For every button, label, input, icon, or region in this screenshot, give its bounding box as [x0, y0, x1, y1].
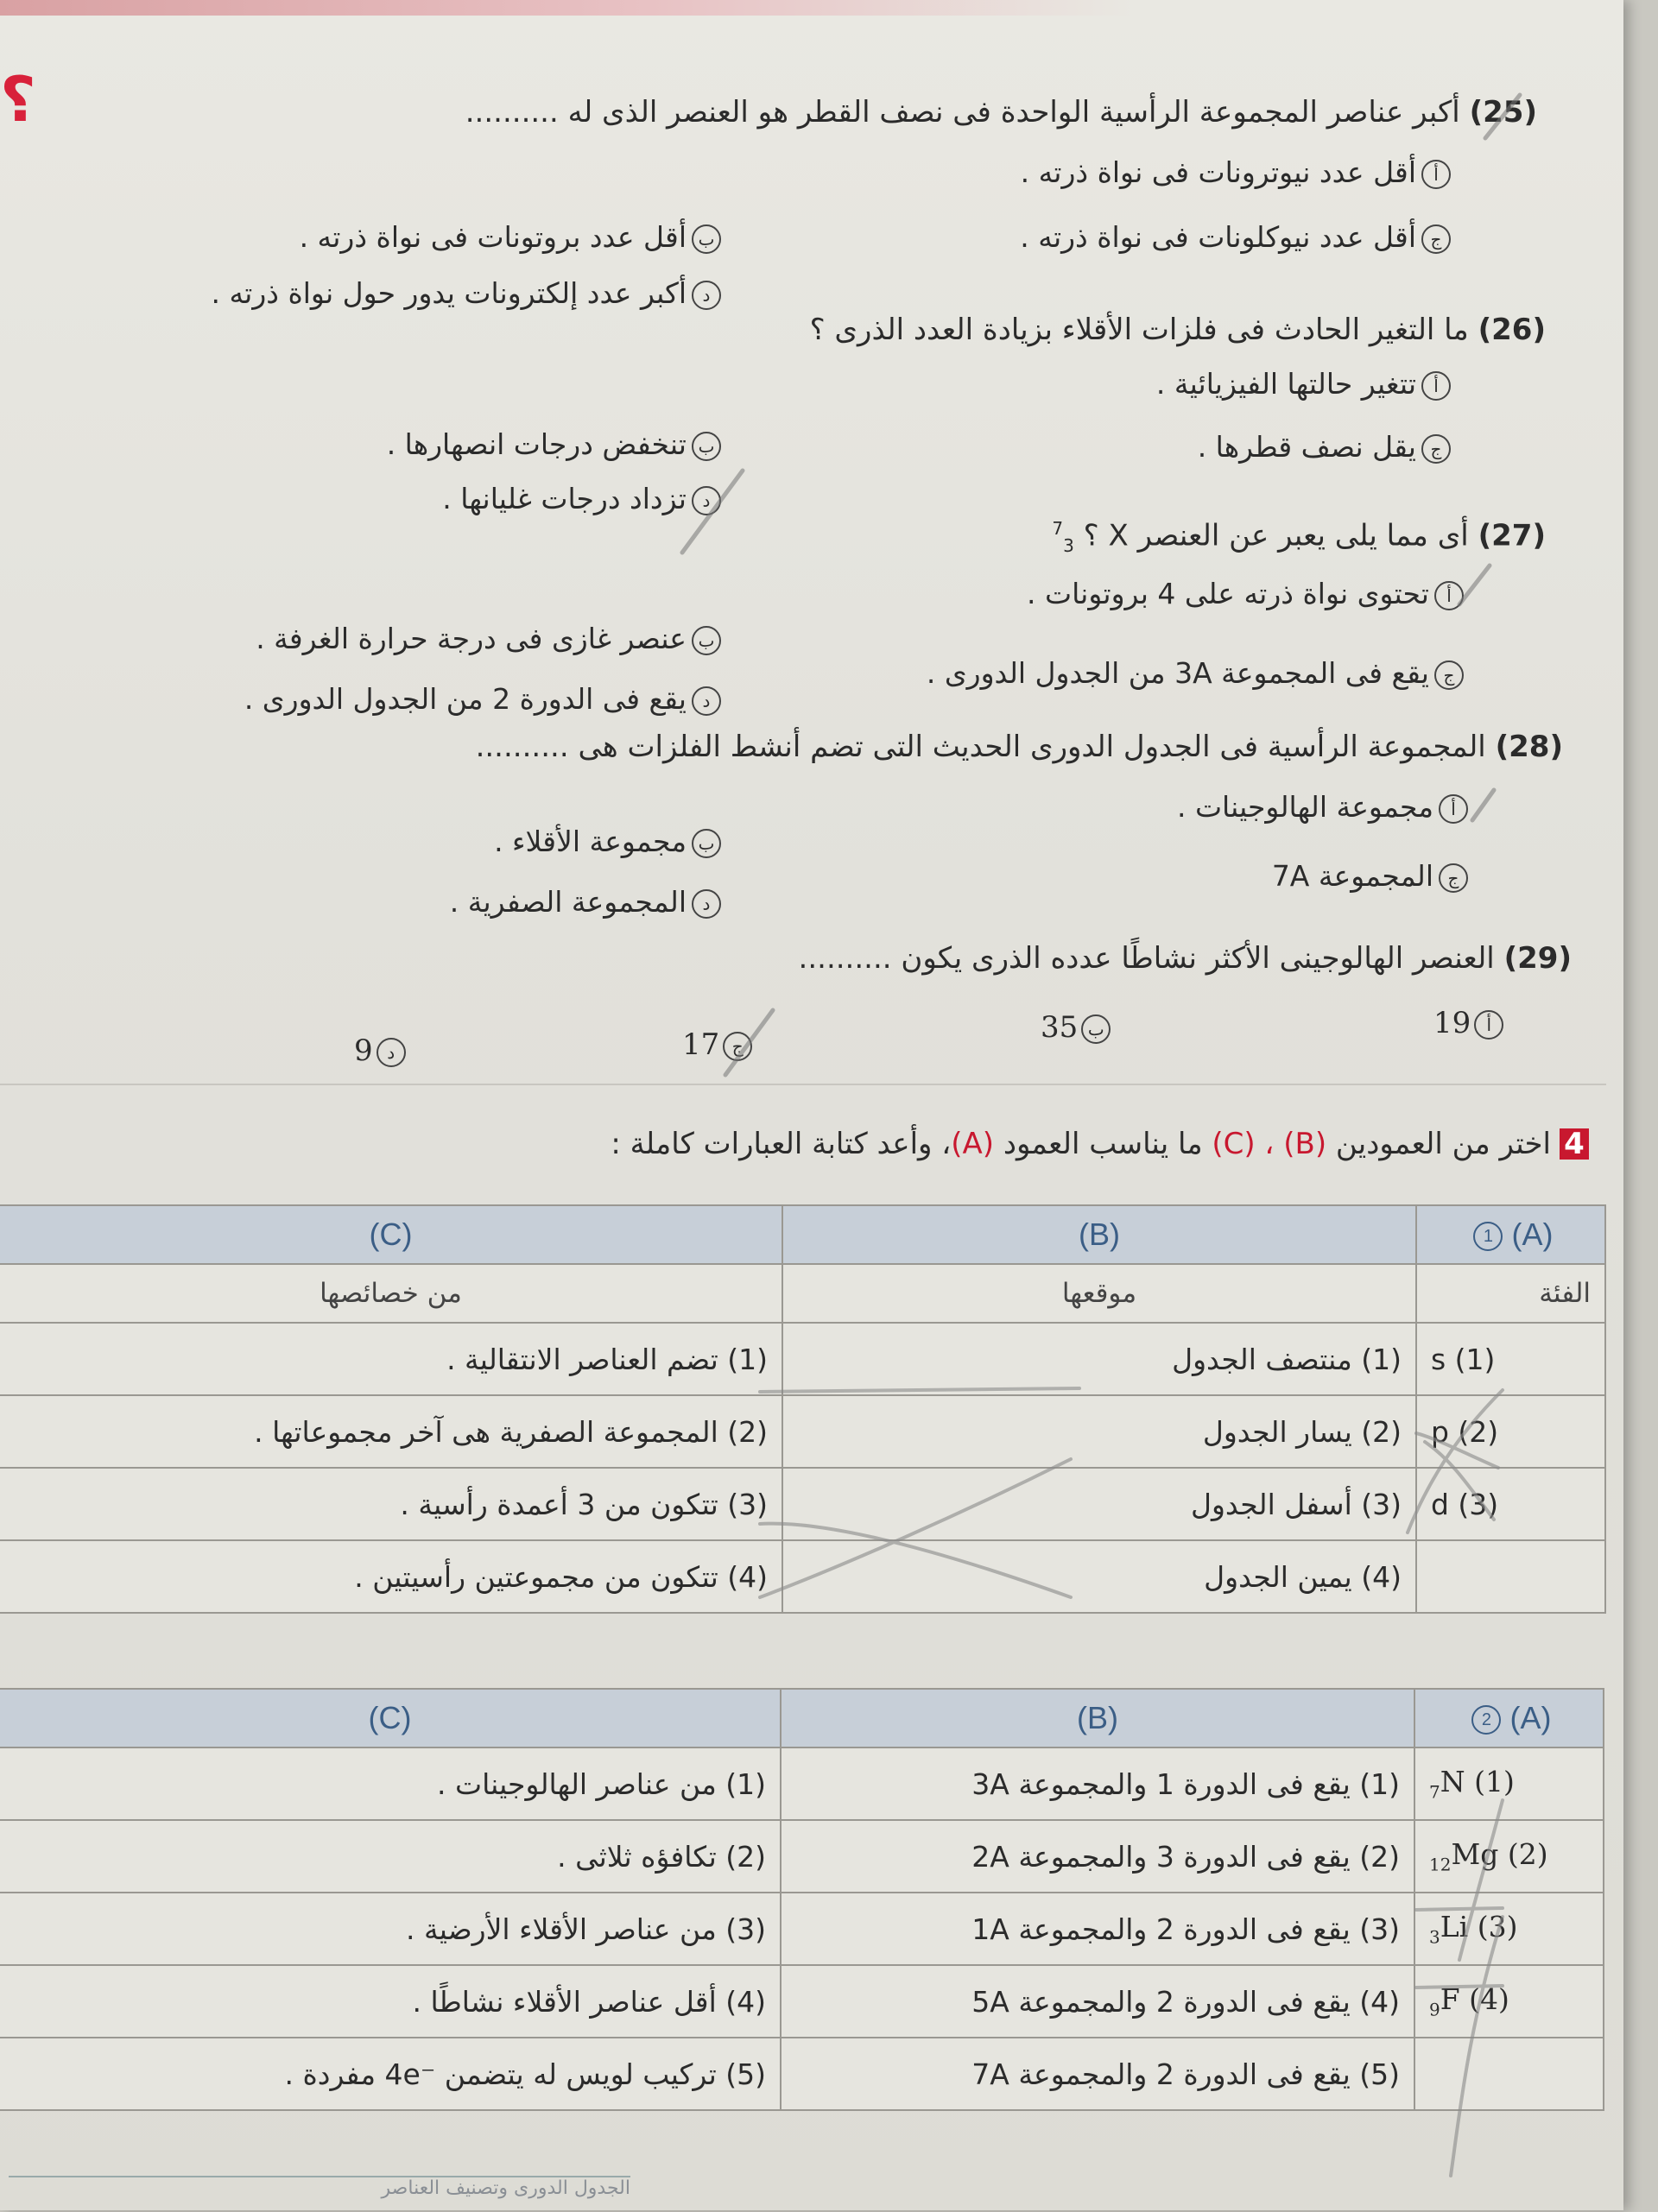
option-text: تحتوى نواة ذرته على 4 بروتونات . — [1027, 577, 1429, 610]
atomic-number: 3 — [1429, 1926, 1440, 1948]
pencil-line-t1-f — [760, 1524, 1071, 1597]
heading-column-a: (A) — [951, 1127, 995, 1161]
option-text: أقل عدد نيوكلونات فى نواة ذرته . — [1020, 220, 1416, 254]
option-text: أقل عدد بروتونات فى نواة ذرته . — [299, 220, 687, 254]
question-stem: ما التغير الحادث فى فلزات الأقلاء بزيادة العدد الذرى ؟ — [809, 313, 1469, 347]
table1-subheader-a: الفئة — [1416, 1264, 1605, 1323]
option-text: تزداد درجات غليانها . — [442, 482, 687, 515]
element-symbol: N — [1440, 1765, 1465, 1799]
table1-subheader-b: موقعها — [782, 1264, 1416, 1323]
table1-b-2: (2) يسار الجدول — [782, 1395, 1416, 1468]
heading-columns: (B) ، (C) — [1212, 1127, 1327, 1161]
table2-b-4: (4) يقع فى الدورة 2 والمجموعة 5A — [781, 1965, 1414, 2038]
option-mark: ب — [692, 432, 721, 461]
table1-c-2: (2) المجموعة الصفرية هى آخر مجموعاتها . — [0, 1395, 782, 1468]
option-mark: أ — [1421, 371, 1451, 401]
question-stem: المجموعة الرأسية فى الجدول الدورى الحديث التى تضم أنشط الفلزات هى .......... — [475, 730, 1486, 764]
option-mark: د — [692, 281, 721, 310]
option-text: أكبر عدد إلكترونات يدور حول نواة ذرته . — [211, 276, 687, 310]
option-text: يقع فى الدورة 2 من الجدول الدورى . — [244, 682, 687, 716]
option-mark: د — [692, 686, 721, 716]
element-symbol: Li — [1440, 1910, 1469, 1944]
option-text: 9 — [354, 1033, 373, 1068]
pencil-line-t2-c — [1416, 1908, 1503, 1910]
heading-text: اختر من العمودين — [1326, 1127, 1551, 1161]
element-symbol: Mg — [1451, 1837, 1499, 1872]
atomic-number: 12 — [1429, 1854, 1452, 1875]
question-number: (27) — [1478, 518, 1546, 553]
table1-b-4: (4) يمين الجدول — [782, 1540, 1416, 1613]
option-text: يقل نصف قطرها . — [1197, 430, 1416, 464]
table1-header-b: (B) — [782, 1205, 1416, 1264]
table2-c-2: (2) تكافؤه ثلاثى . — [0, 1820, 781, 1893]
item-number: (2) — [1507, 1837, 1548, 1872]
option-mark: ج — [1434, 660, 1464, 690]
option-text: 35 — [1041, 1010, 1079, 1045]
atomic-number: 9 — [1429, 1999, 1440, 2020]
item-number: (3) — [1477, 1910, 1518, 1944]
table-index: 2 — [1471, 1705, 1501, 1735]
table2-b-5: (5) يقع فى الدورة 2 والمجموعة 7A — [781, 2038, 1414, 2110]
option-mark: د — [692, 889, 721, 919]
option-mark: ب — [692, 626, 721, 655]
table2-b-3: (3) يقع فى الدورة 2 والمجموعة 1A — [781, 1893, 1414, 1965]
header-label: (A) — [1511, 1217, 1554, 1252]
item-number: (1) — [1474, 1765, 1515, 1799]
mass-number: 7 — [1052, 518, 1064, 539]
option-mark: ج — [723, 1032, 752, 1061]
table-index: 1 — [1473, 1222, 1503, 1251]
section-number-badge: 4 — [1560, 1128, 1589, 1160]
option-text: 19 — [1433, 1006, 1471, 1040]
page-footer: الجدول الدورى وتصنيف العناصر — [9, 2176, 630, 2212]
table1-c-4: (4) تتكون من مجموعتين رأسيتين . — [0, 1540, 782, 1613]
table2-c-4: (4) أقل عناصر الأقلاء نشاطًا . — [0, 1965, 781, 2038]
option-text: تنخفض درجات انصهارها . — [386, 427, 687, 461]
question-number: (28) — [1495, 730, 1563, 764]
option-text: يقع فى المجموعة 3A من الجدول الدورى . — [926, 656, 1429, 690]
header-label: (A) — [1509, 1700, 1552, 1735]
option-text: مجموعة الهالوجينات . — [1177, 790, 1433, 824]
table1-a-3: d (3) — [1416, 1468, 1605, 1540]
question-stem: أى مما يلى يعبر عن العنصر X ؟ — [1083, 518, 1469, 553]
atomic-number: 7 — [1429, 1781, 1440, 1803]
option-mark: أ — [1439, 794, 1468, 824]
item-number: (4) — [1469, 1982, 1509, 2017]
option-text: مجموعة الأقلاء . — [494, 825, 687, 858]
option-mark: أ — [1421, 160, 1451, 189]
option-mark: ج — [1421, 434, 1451, 464]
table1-header-c: (C) — [0, 1205, 782, 1264]
question-mark-icon: ؟ — [0, 63, 36, 136]
option-mark: ب — [1081, 1014, 1111, 1044]
option-text: 17 — [682, 1027, 720, 1062]
option-mark: ج — [1439, 863, 1468, 893]
table2-c-1: (1) من عناصر الهالوجينات . — [0, 1747, 781, 1820]
question-number: (29) — [1503, 941, 1572, 976]
option-mark: أ — [1434, 581, 1464, 610]
pencil-line-t1-e — [760, 1459, 1071, 1597]
table1-b-1: (1) منتصف الجدول — [782, 1323, 1416, 1395]
question-stem: أكبر عناصر المجموعة الرأسية الواحدة فى نصف القطر هو العنصر الذى له .......... — [465, 95, 1460, 130]
heading-text: ، وأعد كتابة العبارات كاملة : — [611, 1127, 952, 1161]
option-text: المجموعة 7A — [1271, 859, 1433, 893]
atomic-number: 3 — [1063, 535, 1074, 557]
option-text: عنصر غازى فى درجة حرارة الغرفة . — [256, 622, 687, 655]
table2-c-5: (5) تركيب لويس له يتضمن ⁻4e مفردة . — [0, 2038, 781, 2110]
table2-header-c: (C) — [0, 1689, 781, 1747]
option-mark: أ — [1474, 1010, 1503, 1040]
option-text: المجموعة الصفرية . — [449, 885, 687, 919]
table1-b-3: (3) أسفل الجدول — [782, 1468, 1416, 1540]
table1-subheader-c: من خصائصها — [0, 1264, 782, 1323]
question-stem: العنصر الهالوجينى الأكثر نشاطًا عدده الذرى يكون .......... — [798, 941, 1495, 976]
table1-a-1: s (1) — [1416, 1323, 1605, 1395]
option-mark: ج — [1421, 224, 1451, 254]
table1-a-2: p (2) — [1416, 1395, 1605, 1468]
table1-c-1: (1) تضم العناصر الانتقالية . — [0, 1323, 782, 1395]
question-number: (25) — [1469, 95, 1537, 130]
heading-text: ما يناسب العمود — [994, 1127, 1212, 1161]
pencil-line-t2-d — [1416, 1986, 1503, 1988]
table2-b-2: (2) يقع فى الدورة 3 والمجموعة 2A — [781, 1820, 1414, 1893]
pencil-line-t1-d — [760, 1388, 1079, 1392]
element-symbol: F — [1440, 1982, 1460, 2017]
option-mark: ب — [692, 224, 721, 254]
table2-header-b: (B) — [781, 1689, 1414, 1747]
pencil-line-t1-b — [1416, 1433, 1498, 1468]
question-number: (26) — [1478, 313, 1546, 347]
pencil-line-t2-b — [1451, 1917, 1503, 2176]
option-text: تتغير حالتها الفيزيائية . — [1155, 367, 1416, 401]
table2-b-1: (1) يقع فى الدورة 1 والمجموعة 3A — [781, 1747, 1414, 1820]
table2-c-3: (3) من عناصر الأقلاء الأرضية . — [0, 1893, 781, 1965]
option-mark: د — [692, 486, 721, 515]
pencil-line-t1-c — [1425, 1442, 1494, 1520]
option-mark: ب — [692, 829, 721, 858]
option-text: أقل عدد نيوترونات فى نواة ذرته . — [1020, 155, 1416, 189]
table1-c-3: (3) تتكون من 3 أعمدة رأسية . — [0, 1468, 782, 1540]
option-mark: د — [377, 1038, 406, 1067]
